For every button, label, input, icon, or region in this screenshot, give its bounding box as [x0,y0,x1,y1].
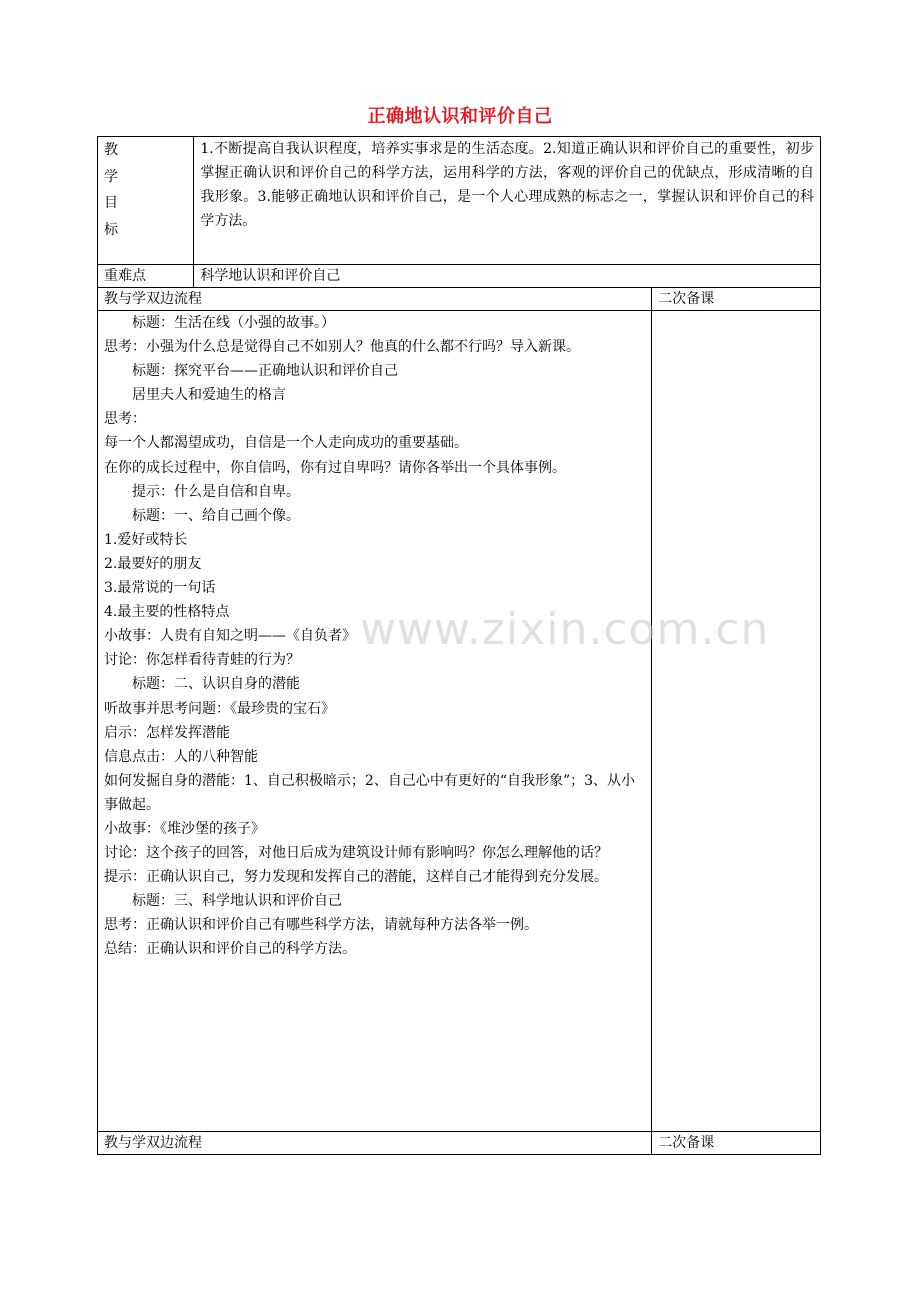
flow-footer-right: 二次备课 [652,1132,821,1155]
flow-line: 居里夫人和爱迪生的格言 [132,387,286,404]
flow-line: 思考：小强为什么总是觉得自己不如别人？他真的什么都不行吗？导入新课。 [104,339,580,356]
flow-line: 思考：正确认识和评价自己有哪些科学方法，请就每种方法各举一例。 [104,917,538,934]
document-title: 正确地认识和评价自己 [367,106,553,127]
key-points-row [98,265,821,288]
flow-line: 3.最常说的一句话 [104,580,216,597]
flow-line: 小故事：人贵有自知之明——《自负者》 [104,628,356,645]
key-points-label: 重难点 [98,265,194,288]
lesson-plan-table [97,136,821,1155]
flow-line: 听故事并思考问题：《最珍贵的宝石》 [104,700,335,717]
flow-line: 提示：正确认识自己，努力发现和发挥自己的潜能，这样自己才能得到充分发展。 [104,869,608,886]
flow-body-content [98,311,652,1132]
flow-line: 讨论：这个孩子的回答，对他日后成为建筑设计师有影响吗？你怎么理解他的话？ [104,845,608,862]
flow-line: 讨论：你怎样看待青蛙的行为？ [104,652,300,669]
flow-line: 在你的成长过程中，你自信吗，你有过自卑吗？请你各举出一个具体事例。 [104,459,566,476]
flow-line: 提示：什么是自信和自卑。 [132,483,300,500]
key-points-text: 科学地认识和评价自己 [194,265,821,288]
second-preparation-cell [652,311,821,1132]
flow-line: 4.最主要的性格特点 [104,604,230,621]
flow-header-right: 二次备课 [652,288,821,311]
goal-label-char: 学 [104,168,118,185]
flow-line: 总结：正确认识和评价自己的科学方法。 [104,941,356,958]
flow-header-left: 教与学双边流程 [98,288,652,311]
flow-footer-left: 教与学双边流程 [98,1132,652,1155]
flow-line: 信息点击：人的八种智能 [104,748,258,765]
flow-line: 1.爱好或特长 [104,531,188,548]
flow-line: 标题：三、科学地认识和评价自己 [132,893,342,910]
flow-line: 标题：生活在线（小强的故事。） [132,315,335,331]
teaching-goals-text: 1.不断提高自我认识程度，培养实事求是的生活态度。2.知道正确认识和评价自己的重要性，初步掌握正确认识和评价自己的科学方法，运用科学的方法，客观的评价自己的优缺点，形成清晰的自我形象。3.能够正确地认识和评价自己，是一个人心理成熟的标志之一，掌握认识和评价自己的科学方法。 [194,137,821,265]
flow-line: 2.最要好的朋友 [104,555,202,572]
flow-line: 如何发掘自身的潜能：1、自己积极暗示；2、自己心中有更好的“自我形象”；3、从小事做起。 [104,772,636,813]
flow-line: 标题：一、给自己画个像。 [132,507,300,524]
flow-footer-row [98,1132,821,1155]
flow-line: 标题：二、认识自身的潜能 [132,676,300,693]
flow-line: 标题：探究平台——正确地认识和评价自己 [132,363,398,380]
flow-line: 思考： [104,411,146,428]
flow-line: 启示：怎样发挥潜能 [104,724,230,741]
goal-label-char: 标 [104,221,118,238]
teaching-goals-row [98,137,821,265]
flow-header-row [98,288,821,311]
flow-body-row [98,311,821,1132]
flow-line: 每一个人都渴望成功，自信是一个人走向成功的重要基础。 [104,435,468,452]
goal-label-char: 教 [104,142,118,158]
watermark: www.zixin.com.cn [360,604,770,655]
teaching-goals-label [98,137,194,265]
flow-line: 小故事：《堆沙堡的孩子》 [104,820,265,837]
goal-label-char: 目 [104,195,118,211]
